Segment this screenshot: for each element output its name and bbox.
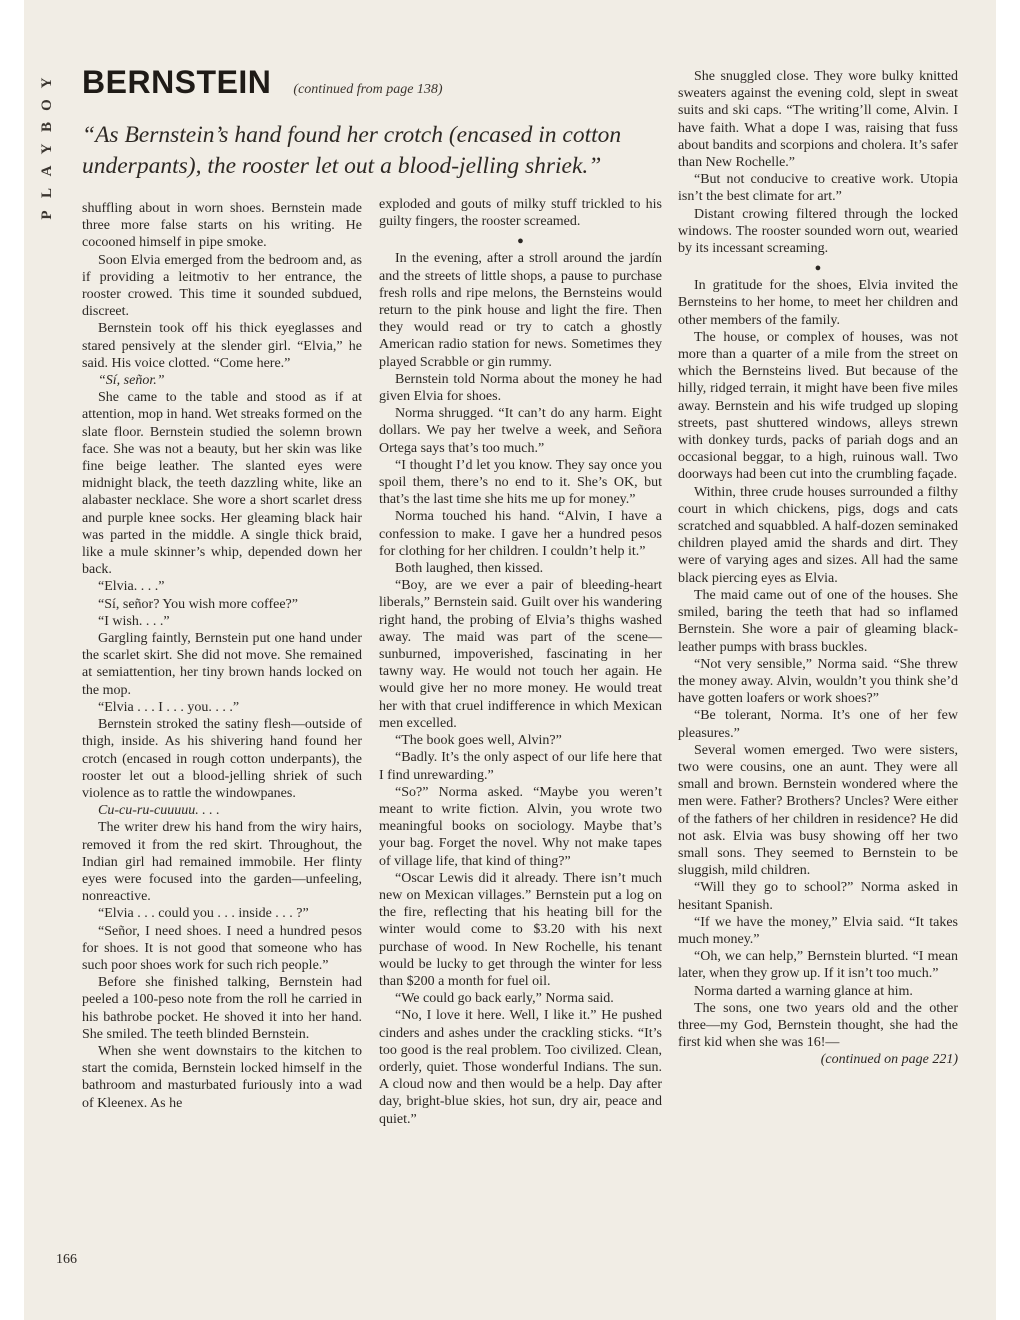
paragraph: “Not very sensible,” Norma said. “She threw the money away. Alvin, wouldn’t you think she’d have gotten loafers or work shoes?”	[678, 656, 958, 707]
paragraph: She came to the table and stood as if at attention, mop in hand. Wet streaks formed on the slate floor. Bernstein studied the solemn brown face. She was not a beauty, but her skin was like fine beige leather. The slanted eyes were midnight black, the teeth dazzling white, like an alabaster necklace. She wore a short scarlet dress and purple knee socks. Her gleaming black hair was parted in the middle. A single thick braid, like a mule skinner’s whip, depended down her back.	[82, 390, 362, 578]
paragraph: “We could go back early,” Norma said.	[395, 991, 614, 1007]
masthead-letter: A	[39, 165, 55, 177]
paragraph: The sons, one two years old and the other three—my God, Bernstein thought, she had the first kid when she was 16!—	[678, 1000, 958, 1051]
section-break-dot: ●	[517, 235, 524, 248]
masthead-letter: Y	[39, 77, 55, 89]
text-column-3	[678, 68, 958, 1069]
paragraph: “Oscar Lewis did it already. There isn’t much new on Mexican villages.” Bernstein put a log on the fire, reflecting that his heating bill for the winter would come to $3.20 with his next purchase of wood. In New Rochelle, his tenant would be lucky to get through the winter for less than $200 a month for fuel oil.	[379, 870, 662, 989]
paragraph: “Badly. It’s the only aspect of our life here that I find unrewarding.”	[379, 750, 662, 783]
paragraph: Gargling faintly, Bernstein put one hand under the scarlet skirt. She did not move. She remained at semiattention, her tiny brown hands locked on the mop.	[82, 631, 362, 698]
paragraph: “Oh, we can help,” Bernstein blurted. “I mean later, when they grow up. If it isn’t too much.”	[678, 949, 958, 982]
article-title: BERNSTEIN	[82, 64, 272, 100]
page-number: 166	[56, 1252, 77, 1267]
masthead-letter: L	[39, 188, 55, 199]
paragraph: Norma touched his hand. “Alvin, I have a confession to make. I gave her a hundred pesos for clothing for her children. I couldn’t help it.”	[379, 509, 662, 559]
text-column-2	[379, 196, 662, 1128]
paragraph: The writer drew his hand from the wiry hairs, removed it from the red skirt. Throughout, the Indian girl had remained immobile. Her flinty eyes were focused into the garden—unfeeling, nonreactive.	[82, 820, 362, 905]
paragraph: “Elvia . . . could you . . . inside . . . ?”	[98, 906, 309, 922]
paragraph: “So?” Norma asked. “Maybe you weren’t meant to write fiction. Alvin, you wrote two meaningful books on sociology. Maybe that’s your bag. Forget the novel. Why not make tapes of village life, that kind of thing?”	[379, 784, 662, 869]
vertical-masthead	[34, 72, 60, 226]
article-header	[82, 64, 672, 101]
paragraph: The house, or complex of houses, was not more than a quarter of a mile from the street on which the Bernsteins lived. But because of the hilly, ridged terrain, it might have been five miles away. Bernstein and his wife trudged up sloping streets, past shuttered windows, alleys strewn with donkey turds, packs of pariah dogs and an occasional beggar, to a high, ruinous wall. Two doorways had been cut into the crumbling façade.	[678, 329, 958, 483]
paragraph: Bernstein told Norma about the money he had given Elvia for shoes.	[379, 371, 662, 405]
paragraph: When she went downstairs to the kitchen to start the comida, Bernstein locked himself in the bathroom and masturbated furiously into a wad of Kleenex. As he	[82, 1043, 362, 1111]
paragraph: Bernstein took off his thick eyeglasses and stared pensively at the slender girl. “Elvia,” he said. His voice clotted. “Come here.”	[82, 321, 362, 371]
paragraph: Soon Elvia emerged from the bedroom and, as if providing a leitmotiv to her entrance, the rooster crowed. This time it sounded subdued, discreet.	[82, 252, 362, 320]
paragraph: Bernstein stroked the satiny flesh—outside of thigh, inside. As his shivering hand found her crotch (encased in rough cotton underpants), the rooster let out a blood-jelling shriek of such violence as to rattle the windowpanes.	[82, 717, 362, 801]
paragraph: In gratitude for the shoes, Elvia invited the Bernsteins to her home, to meet her children and other members of the family.	[678, 278, 958, 328]
paragraph: Norma darted a warning glance at him.	[694, 983, 913, 999]
paragraph: Both laughed, then kissed.	[395, 561, 544, 577]
paragraph: Before she finished talking, Bernstein had peeled a 100-peso note from the roll he carried in his bathrobe pocket. He shoved it into her hand. She smiled. The teeth blinded Bernstein.	[82, 975, 362, 1042]
pull-quote: “As Bernstein’s hand found her crotch (encased in cotton underpants), the rooster let out a blood-jelling shriek.”	[82, 122, 622, 179]
paragraph: Cu-cu-ru-cuuuuu. . . .	[98, 803, 220, 819]
paragraph: “The book goes well, Alvin?”	[395, 733, 562, 749]
paragraph: “I thought I’d let you know. They say once you spoil them, there’s no end to it. She’s OK, but that’s the last time she hits me up for money.”	[379, 457, 662, 508]
paragraph: “I wish. . . .”	[98, 613, 170, 629]
paragraph: She snuggled close. They wore bulky knitted sweaters against the evening cold, slept in sweat suits and ski caps. “The writing’ll come, Alvin. I have faith. What a dope I was, raising that fuss about bandits and scorpions and cholera. It’s safer than New Rochelle.”	[678, 69, 958, 171]
paragraph: In the evening, after a stroll around the jardín and the streets of little shops, a pause to purchase fresh rolls and ripe melons, the Bernsteins would return to the pink house and light the fire. Then they would read or try to catch a ghostly American radio station for news. Sometimes they played Scrabble or gin rummy.	[379, 251, 662, 370]
section-break-dot: ●	[814, 262, 822, 275]
paragraph: “Señor, I need shoes. I need a hundred pesos for shoes. It is not good that someone who has such poor shoes work for such rich people.”	[82, 923, 362, 973]
masthead-letter: B	[39, 122, 55, 133]
paragraph: “If we have the money,” Elvia said. “It takes much money.”	[678, 914, 958, 947]
continued-on-note: (continued on page 221)	[820, 1052, 958, 1068]
paragraph: Norma shrugged. “It can’t do any harm. Eight dollars. We pay her twelve a week, and Señora Ortega says that’s too much.”	[379, 406, 662, 456]
continued-from-note: (continued from page 138)	[293, 82, 443, 97]
paragraph: Within, three crude houses surrounded a filthy court in which chickens, pigs, dogs and cats scratched and squabbled. A half-dozen seminaked children played amid the shards and dirt. They were of varying ages and sizes. All had the same black piercing eyes as Elvia.	[678, 484, 958, 586]
text-column-1	[82, 200, 362, 1112]
paragraph: “Sí, señor.”	[98, 373, 165, 389]
paragraph: “Be tolerant, Norma. It’s one of her few pleasures.”	[678, 708, 958, 741]
paragraph: shuffling about in worn shoes. Bernstein made three more false starts on his writing. He cocooned himself in pipe smoke.	[82, 201, 362, 251]
paragraph: exploded and gouts of milky stuff trickled to his guilty fingers, the rooster screamed.	[379, 197, 662, 230]
paragraph: “Will they go to school?” Norma asked in hesitant Spanish.	[678, 880, 958, 913]
masthead-letter: Y	[39, 143, 55, 155]
paragraph: Several women emerged. Two were sisters, two were cousins, one an aunt. They were all small and brown. Bernstein wondered where the men were. Father? Brothers? Uncles? Were either of the fathers of her children in residence? He did not ask. Elvia was busy showing off her two small sons. They seemed to Bernstein to be sluggish, mild children.	[678, 742, 958, 879]
masthead-letter: O	[39, 99, 55, 111]
paragraph: Distant crowing filtered through the locked windows. The rooster sounded worn out, wearied by its incessant screaming.	[678, 206, 958, 257]
masthead-letter: P	[39, 210, 55, 220]
paragraph: The maid came out of one of the houses. She smiled, baring the teeth that had so inflamed Bernstein. She wore a pair of gleaming black-leather pumps with brass buckles.	[678, 587, 958, 655]
paragraph: “Elvia. . . .”	[98, 579, 165, 595]
paragraph: “Boy, are we ever a pair of bleeding-heart liberals,” Bernstein said. Guilt over his wandering right hand, the probing of Elvia’s thighs washed away. The maid was part of the scene—sunburned, impoverished, fascinating in her tawny way. He would not touch her again. He would give her no more money. He would treat her with that cruel indifference in which Mexican men excelled.	[379, 578, 662, 731]
paragraph: “Sí, señor? You wish more coffee?”	[98, 596, 298, 612]
paragraph: “No, I love it here. Well, I like it.” He pushed cinders and ashes under the crackling sticks. “It’s too good is the real problem. Too civilized. Clean, orderly, quiet. Those wonderful Indians. The sun. A cloud now and then would be a help. Day after day, bright-blue skies, hot sun, dry air, peace and quiet.”	[379, 1008, 662, 1127]
paragraph: “But not conducive to creative work. Utopia isn’t the best climate for art.”	[678, 172, 958, 205]
paragraph: “Elvia . . . I . . . you. . . .”	[98, 699, 240, 715]
